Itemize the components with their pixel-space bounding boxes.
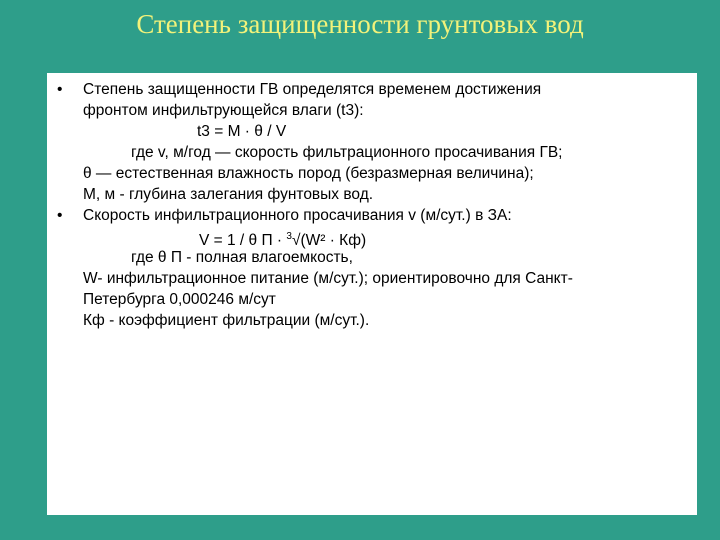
definition-w: W- инфильтрационное питание (м/сут.); ориентировочно для Санкт- [83, 270, 573, 287]
formula-v-root-index: 3 [286, 231, 292, 242]
definition-theta: θ — естественная влажность пород (безразмерная величина); [83, 165, 534, 182]
bullet-2: • [57, 207, 63, 224]
line-1 [47, 79, 697, 100]
line-3 [47, 121, 697, 142]
bullet-2-text: Скорость инфильтрационного просачивания v (м/сут.) в ЗА: [83, 207, 512, 224]
line-7 [47, 205, 697, 226]
line-8 [47, 226, 697, 247]
content-panel [47, 73, 697, 515]
line-12 [47, 310, 697, 331]
bullet-1: • [57, 81, 63, 98]
formula-t3: t3 = M · θ / V [197, 123, 287, 140]
formula-v-part1: V = 1 / θ П · [199, 232, 287, 249]
definition-m: M, м - глубина залегания фунтовых вод. [83, 186, 374, 203]
line-11 [47, 289, 697, 310]
slide-title: Степень защищенности грунтовых вод [136, 9, 584, 39]
definition-v: где v, м/год — скорость фильтрационного просачивания ГВ; [131, 144, 563, 161]
line-9 [47, 247, 697, 268]
line-2-text: фронтом инфильтрующейся влаги (t3): [83, 102, 364, 119]
line-10 [47, 268, 697, 289]
bullet-1-text: Степень защищенности ГВ определятся временем достижения [83, 81, 542, 98]
body-text [47, 79, 697, 331]
line-6 [47, 184, 697, 205]
definition-kf: Кф - коэффициент фильтрации (м/сут.). [83, 312, 370, 329]
line-2 [47, 100, 697, 121]
definition-theta-p: где θ П - полная влагоемкость, [131, 249, 353, 266]
line-5 [47, 163, 697, 184]
definition-w-cont: Петербурга 0,000246 м/сут [83, 291, 276, 308]
formula-v-part2: √(W² · Кф) [291, 232, 367, 249]
line-4 [47, 142, 697, 163]
